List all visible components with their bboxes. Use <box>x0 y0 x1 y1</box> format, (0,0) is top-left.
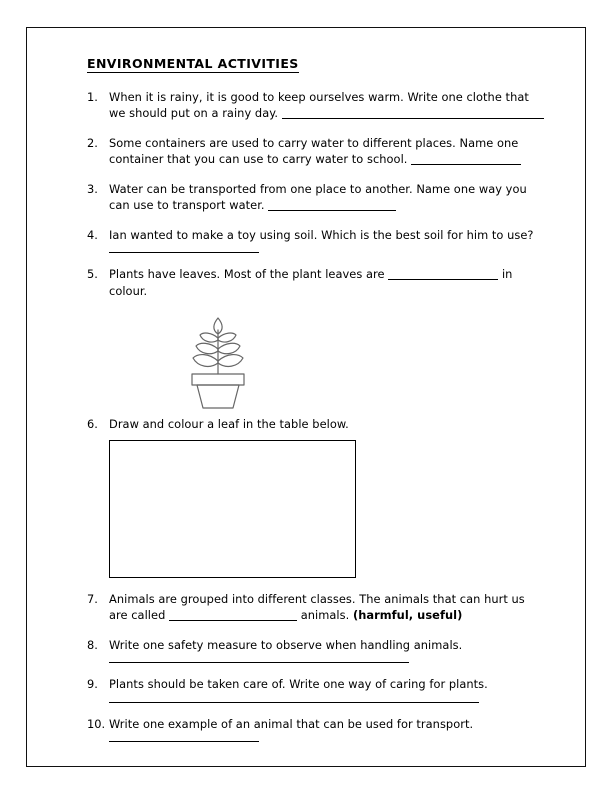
question-text <box>109 89 547 122</box>
page-title: ENVIRONMENTAL ACTIVITIES <box>87 56 299 71</box>
question-suffix: animals. <box>300 608 350 623</box>
answer-blank[interactable] <box>268 199 396 211</box>
answer-blank[interactable] <box>388 268 498 280</box>
question-text <box>109 416 547 433</box>
question-prompt: Write one example of an animal that can be used for transport. <box>109 716 474 731</box>
question-item-2 <box>87 135 547 168</box>
question-number: 3. <box>87 181 98 196</box>
question-prompt: Ian wanted to make a toy using soil. Which is the best soil for him to use? <box>109 227 534 242</box>
answer-blank[interactable] <box>411 153 521 165</box>
question-item-9 <box>87 676 547 703</box>
question-item-6 <box>87 416 547 578</box>
question-item-1 <box>87 89 547 122</box>
question-suffix: in colour. <box>109 267 513 298</box>
answer-blank[interactable] <box>282 107 544 119</box>
question-text <box>109 181 547 214</box>
question-prompt: Draw and colour a leaf in the table below. <box>109 417 349 432</box>
question-number: 10. <box>87 716 106 731</box>
question-item-10 <box>87 716 547 743</box>
question-prompt: Write one safety measure to observe when handling animals. <box>109 637 463 652</box>
question-prompt: Animals are grouped into different classes. The animals that can hurt us are called <box>109 591 525 623</box>
question-number: 9. <box>87 677 98 692</box>
answer-line[interactable] <box>109 741 259 742</box>
question-text <box>109 676 547 693</box>
question-number: 6. <box>87 417 98 432</box>
question-list <box>87 89 547 743</box>
question-item-3 <box>87 181 547 214</box>
question-text <box>109 266 547 299</box>
question-text <box>109 716 547 733</box>
drawing-box[interactable] <box>109 440 356 578</box>
question-prompt: Water can be transported from one place to another. Name one way you can use to transport water. <box>109 181 527 213</box>
question-text <box>109 135 547 168</box>
answer-line[interactable] <box>109 252 259 253</box>
question-item-4 <box>87 227 547 254</box>
question-prompt: Some containers are used to carry water to different places. Name one container that you can use to carry water to school. <box>109 135 519 167</box>
question-text <box>109 591 547 624</box>
question-number: 8. <box>87 637 98 652</box>
question-number: 4. <box>87 227 98 242</box>
question-prompt: When it is rainy, it is good to keep ourselves warm. Write one clothe that we should put on a rainy day. <box>109 89 529 121</box>
answer-line[interactable] <box>109 702 479 703</box>
question-prompt: Plants should be taken care of. Write one way of caring for plants. <box>109 677 488 692</box>
question-item-8 <box>87 637 547 664</box>
question-number: 1. <box>87 89 98 104</box>
worksheet-page <box>26 27 586 767</box>
question-number: 2. <box>87 135 98 150</box>
answer-blank[interactable] <box>169 609 297 621</box>
question-item-5 <box>87 266 547 299</box>
potted-plant-illustration <box>87 312 547 412</box>
question-number: 5. <box>87 267 98 282</box>
question-text <box>109 637 547 654</box>
answer-line[interactable] <box>109 662 409 663</box>
question-item-7 <box>87 591 547 624</box>
question-number: 7. <box>87 591 98 606</box>
question-options: (harmful, useful) <box>352 608 463 623</box>
question-text <box>109 227 547 244</box>
worksheet-content <box>87 53 547 755</box>
question-prompt: Plants have leaves. Most of the plant leaves are <box>109 267 385 282</box>
potted-plant-icon <box>179 312 257 412</box>
